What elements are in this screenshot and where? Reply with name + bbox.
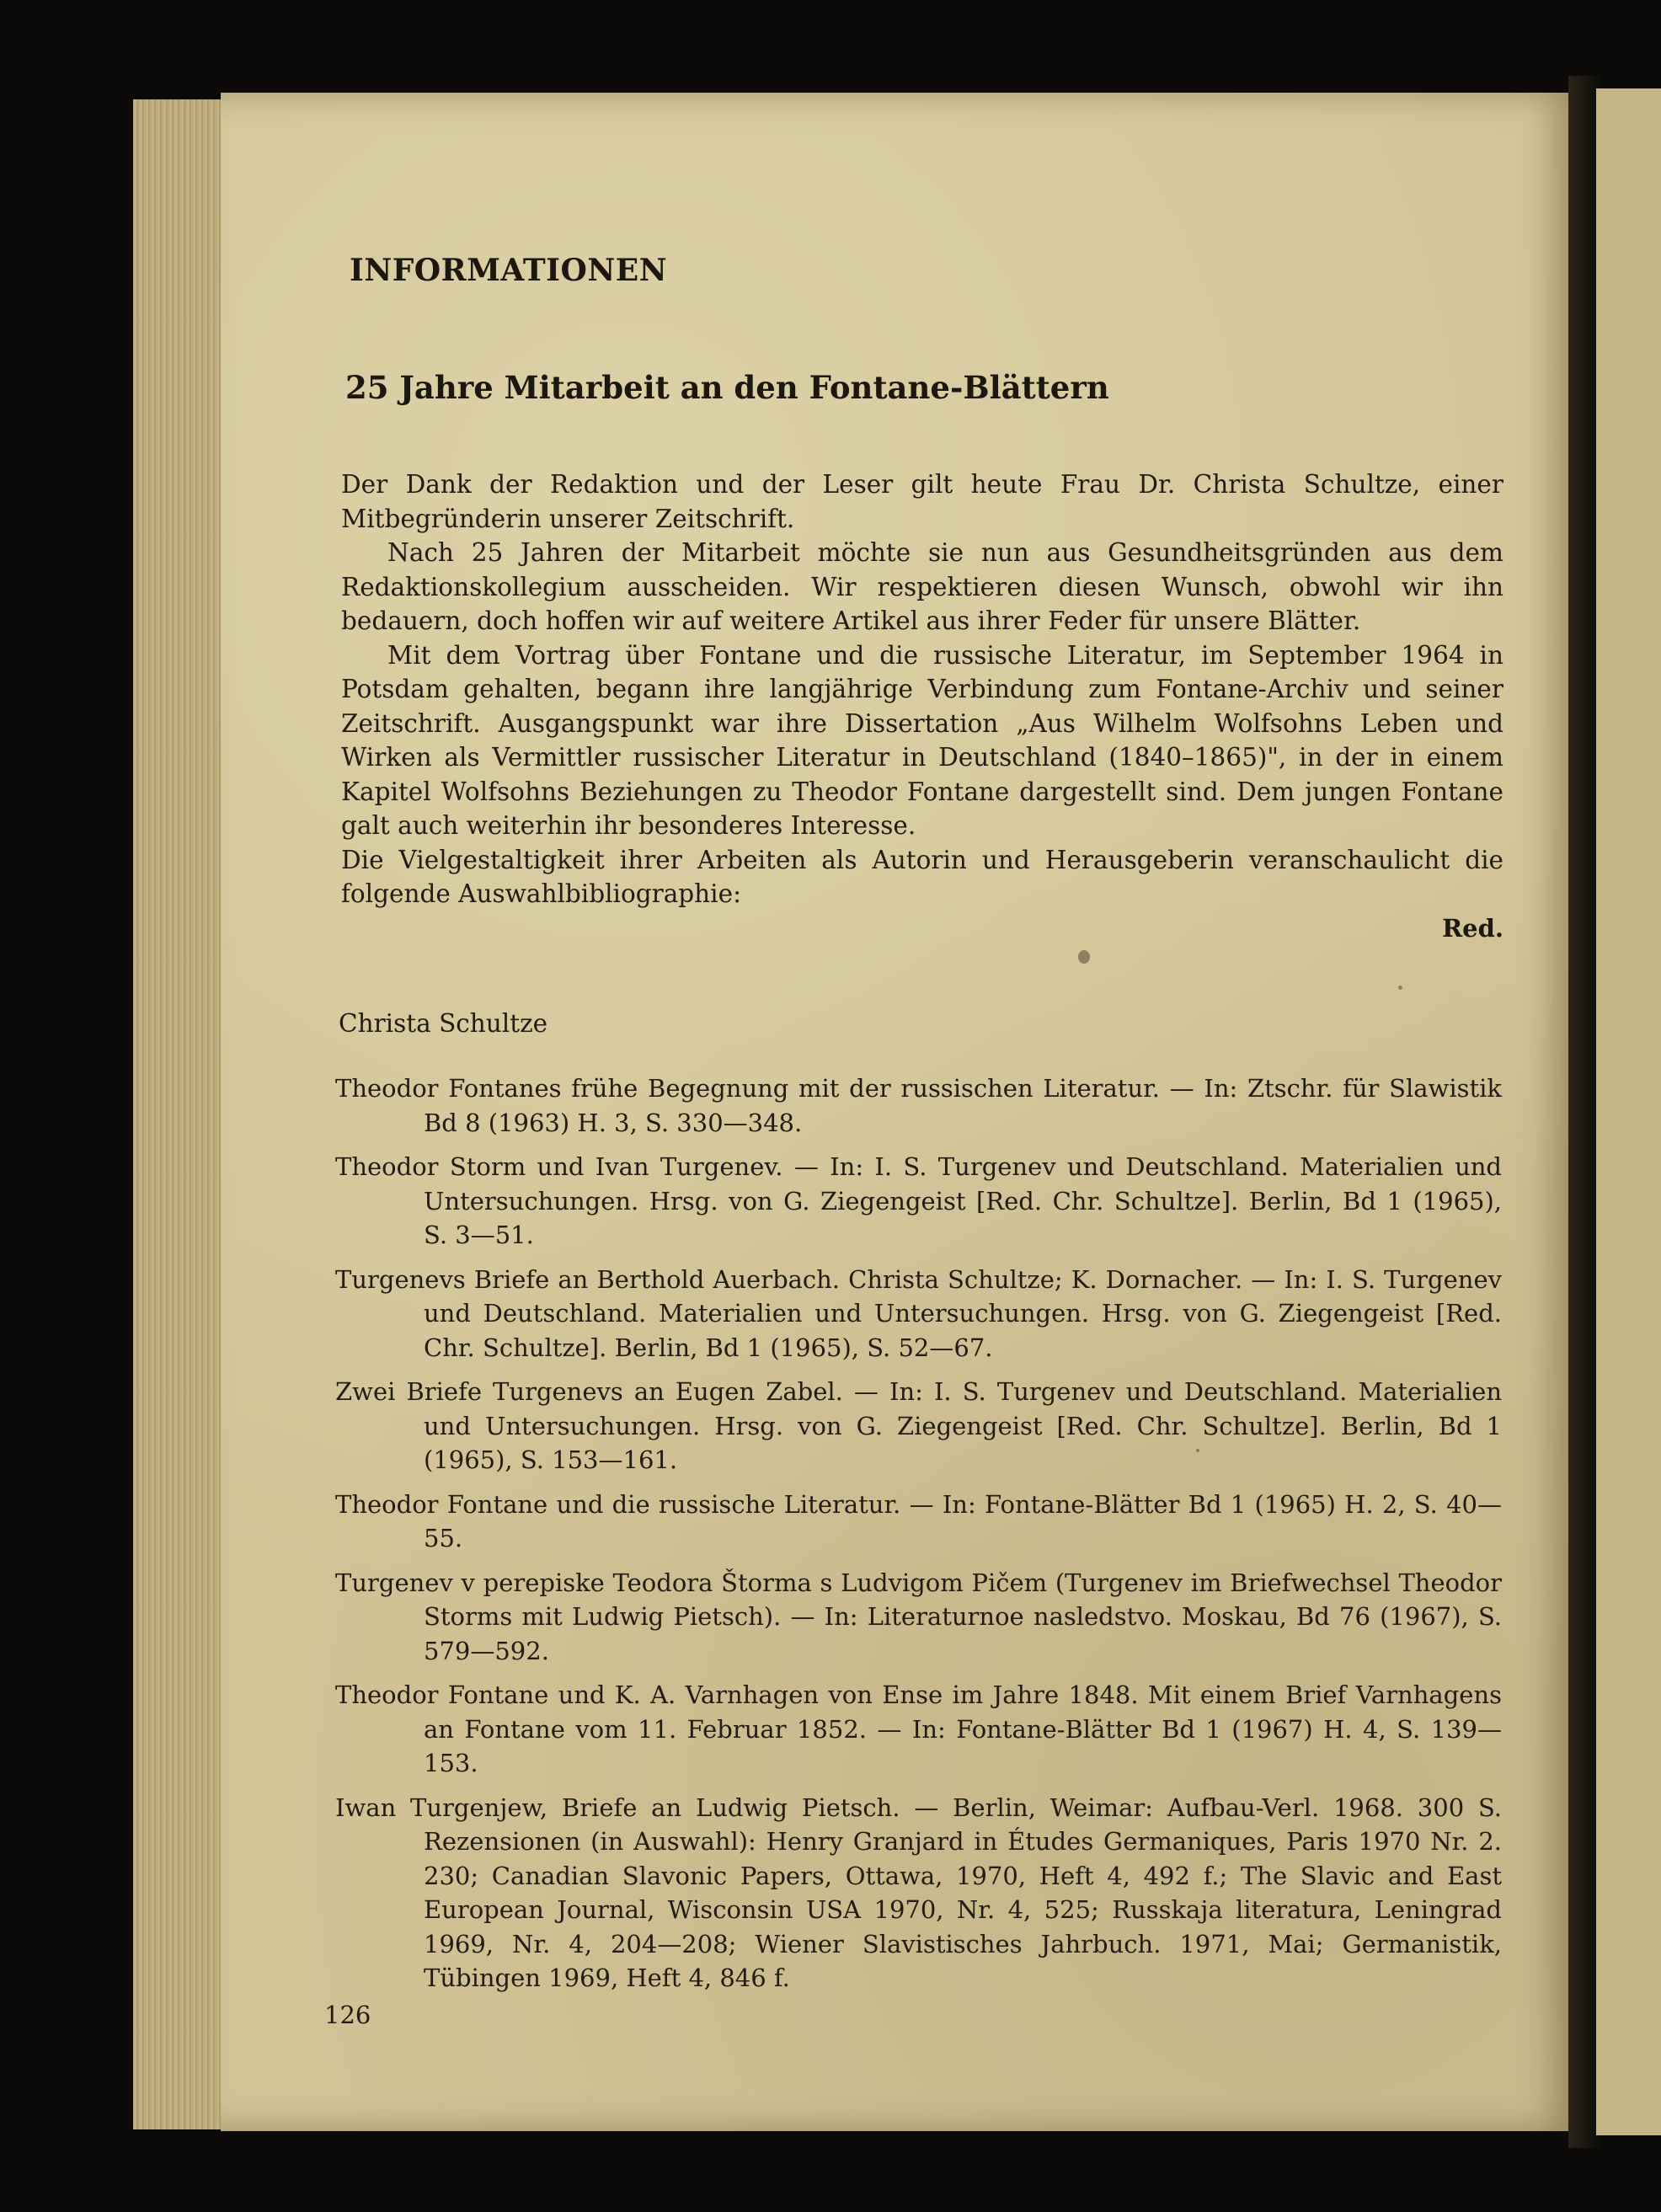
bibliography-entry: Theodor Storm und Ivan Turgenev. — In: I. S. Turgenev und Deutschland. Materialien und Untersuchungen. Hrsg. von G. Ziegengeist [Red. Chr. Schultze]. Berlin, Bd 1 (1965), S. 3—51. <box>335 1152 1502 1249</box>
paper-speck <box>1078 950 1090 964</box>
facing-page-edge <box>1596 88 1661 2135</box>
paragraph: Die Vielgestaltigkeit ihrer Arbeiten als Autorin und Herausgeberin veranschaulicht die folgende Auswahlbibliographie: <box>341 845 1503 908</box>
page-number: 126 <box>324 2001 371 2029</box>
bibliography-entry: Turgenevs Briefe an Berthold Auerbach. Christa Schultze; K. Dornacher. — In: I. S. Turgenev und Deutschland. Materialien und Untersuchungen. Hrsg. von G. Ziegengeist [Red. Chr. Schultze]. Berlin, Bd 1 (1965), S. 52—67. <box>335 1264 1502 1362</box>
bibliography-entry: Zwei Briefe Turgenevs an Eugen Zabel. — In: I. S. Turgenev und Deutschland. Materialien und Untersuchungen. Hrsg. von G. Ziegengeist [Red. Chr. Schultze]. Berlin, Bd 1 (1965), S. 153—161. <box>335 1377 1502 1474</box>
bibliography-entry: Turgenev v perepiske Teodora Štorma s Ludvigom Pičem (Turgenev im Briefwechsel Theodor Storms mit Ludwig Pietsch). — In: Literaturnoe nasledstvo. Moskau, Bd 76 (1967), S. 579—592. <box>335 1568 1502 1665</box>
bibliography-entry: Theodor Fontane und K. A. Varnhagen von Ense im Jahre 1848. Mit einem Brief Varnhagens an Fontane vom 11. Februar 1852. — In: Fontane-Blätter Bd 1 (1967) H. 4, S. 139—153. <box>335 1680 1502 1777</box>
editorial-signature: Red. <box>1442 914 1503 943</box>
bibliography-author: Christa Schultze <box>339 1009 548 1038</box>
paragraph: Nach 25 Jahren der Mitarbeit möchte sie nun aus Gesundheitsgründen aus dem Redaktionskollegium ausscheiden. Wir respektieren diesen Wunsch, obwohl wir ihn bedauern, doch hoffen wir auf weitere Artikel aus ihrer Feder für unsere Blätter. <box>341 538 1503 635</box>
bibliography-list <box>335 1071 1502 2006</box>
paragraph: Mit dem Vortrag über Fontane und die russische Literatur, im September 1964 in Potsdam gehalten, begann ihre langjährige Verbindung zum Fontane-Archiv und seiner Zeitschrift. Ausgangspunkt war ihre Dissertation „Aus Wilhelm Wolfsohns Leben und Wirken als Vermittler russischer Literatur in Deutschland (1840–1865)", in der in einem Kapitel Wolfsohns Beziehungen zu Theodor Fontane dargestellt sind. Dem jungen Fontane galt auch weiterhin ihr besonderes Interesse. <box>341 640 1503 840</box>
page-stack-edge <box>133 99 226 2129</box>
paragraph: Der Dank der Redaktion und der Leser gilt heute Frau Dr. Christa Schultze, einer Mitbegründerin unserer Zeitschrift. <box>341 470 1503 533</box>
bibliography-entry: Theodor Fontane und die russische Literatur. — In: Fontane-Blätter Bd 1 (1965) H. 2, S. 40—55. <box>335 1489 1502 1552</box>
paper-speck <box>1398 986 1402 990</box>
section-title: INFORMATIONEN <box>350 253 668 288</box>
article-body <box>341 468 1503 911</box>
article-title: 25 Jahre Mitarbeit an den Fontane-Blättern <box>345 369 1109 406</box>
bibliography-entry: Iwan Turgenjew, Briefe an Ludwig Pietsch. — Berlin, Weimar: Aufbau-Verl. 1968. 300 S. Rezensionen (in Auswahl): Henry Granjard in Études Germaniques, Paris 1970 Nr. 2. 230; Canadian Slavonic Papers, Ottawa, 1970, Heft 4, 492 f.; The Slavic and East European Journal, Wisconsin USA 1970, Nr. 4, 525; Russkaja literatura, Leningrad 1969, Nr. 4, 204—208; Wiener Slavistisches Jahrbuch. 1971, Mai; Germanistik, Tübingen 1969, Heft 4, 846 f. <box>335 1793 1502 1992</box>
bibliography-entry: Theodor Fontanes frühe Begegnung mit der russischen Literatur. — In: Ztschr. für Slawistik Bd 8 (1963) H. 3, S. 330—348. <box>335 1074 1502 1137</box>
